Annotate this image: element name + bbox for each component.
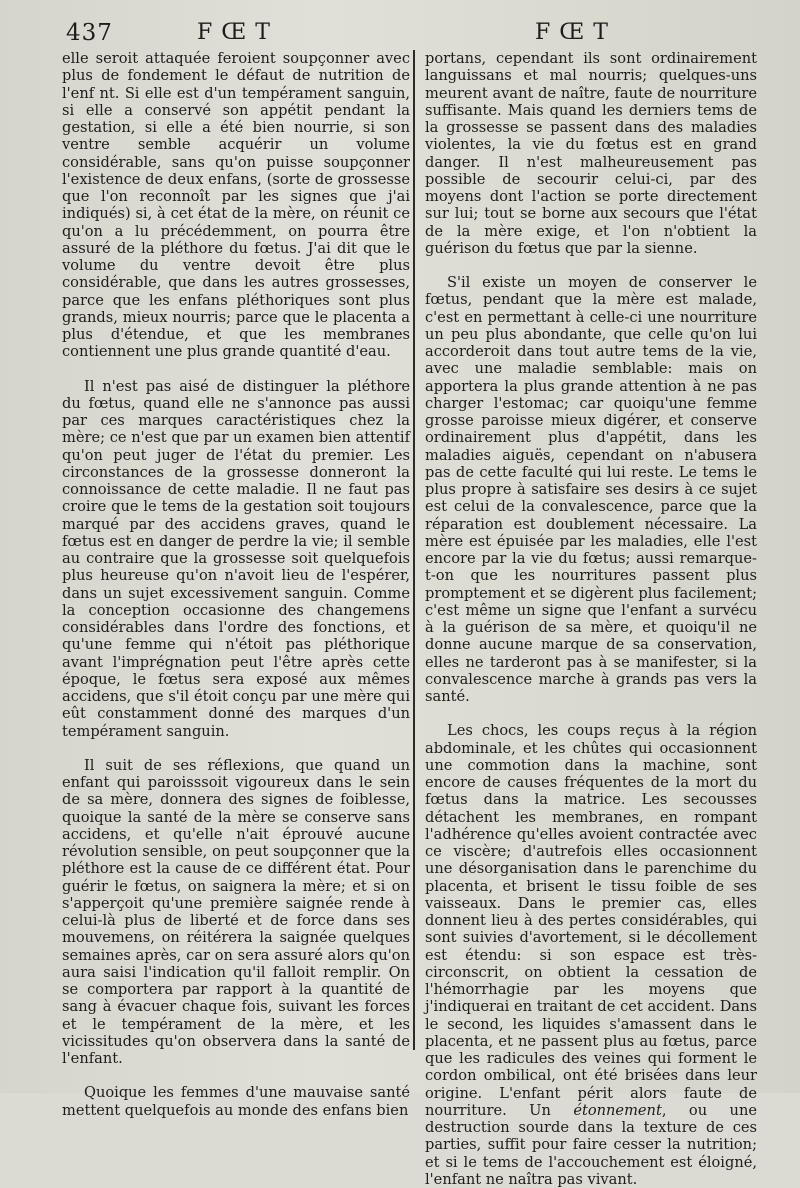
paragraph-text: , ou une destruction sourde dans la texture de ces parties, suffit pour faire cesser la nutrition; et si le tems de l'accouchement est éloigné, l'enfant ne naîtra pas vivant. xyxy=(425,1101,757,1188)
paragraph: Il suit de ses réflexions, que quand un enfant qui paroisssoit vigoureux dans le sein de sa mère, donnera des signes de foiblesse, quoique la santé de la mère se conserve sans accidens, et qu'elle n'ait éprouvé aucune révolution sensible, on peut soupçonner que la pléthore est la cause de ce différent état. Pour guérir le fœtus, on saignera la mère; et si on s'apperçoit qu'une première saignée rende à celui-là plus de liberté et de force dans ses mouvemens, on réitérera la saignée quelques semaines après, car on sera assuré alors qu'on aura saisi l'indication qu'il falloit remplir. On se comportera par rapport à la quantité de sang à évacuer chaque fois, suivant les forces et le tempérament de la mère, et les vicissitudes qu'on observera dans la santé de l'enfant. xyxy=(62,756,410,1067)
paragraph: Quoique les femmes d'une mauvaise santé mettent quelquefois au monde des enfans bien xyxy=(62,1084,410,1119)
paragraph: portans, cependant ils sont ordinairement languissans et mal nourris; quelques-uns meurent avant de naître, faute de nourriture suffisante. Mais quand les derniers tems de la grossesse se passent dans des maladies violentes, la vie du fœtus est en grand danger. Il n'est malheureusement pas possible de secourir celui-ci, par des moyens dont l'action se porte directement sur lui; tout se borne aux secours que l'état de la mère exige, et l'on n'obtient la guérison du fœtus que par la sienne. xyxy=(425,50,757,257)
paragraph: S'il existe un moyen de conserver le fœtus, pendant que la mère est malade, c'est en permettant à celle-ci une nourriture un peu plus abondante, que celle qu'on lui accorderoit dans tout autre tems de la vie, avec une maladie semblable: mais on apportera la plus grande attention à ne pas charger l'estomac; car quoiqu'une femme grosse paroisse mieux digérer, et conserve ordinairement plus d'appétit, dans les maladies aiguës, cependant on n'abusera pas de cette faculté qui lui reste. Le tems le plus propre à satisfaire ses desirs à ce sujet est celui de la convalescence, parce que la réparation est doublement nécessaire. La mère est épuisée par les maladies, elle l'est encore par la vie du fœtus; aussi remarque-t-on que les nourritures passent plus promptement et se digèrent plus facilement; c'est même un signe que l'enfant a survécu à la guérison de sa mère, et quoiqu'il ne donne aucune marque de sa conservation, elles ne tarderont pas à se manifester, si la convalescence marche à grands pas vers la santé. xyxy=(425,274,757,705)
paragraph-text: Les chocs, les coups reçus à la région abdominale, et les chûtes qui occasionnent une commotion dans la machine, sont encore de causes fréquentes de la mort du fœtus dans la matrice. Les secousses détachent les membranes, en rompant l'adhérence qu'elles avoient contractée avec ce viscère; d'autrefois elles occasionnent une désorganisation dans le parenchime du placenta, et brisent le tissu foible de ses vaisseaux. Dans le premier cas, elles donnent lieu à des pertes considérables, qui sont suivies d'avortement, si le décollement est étendu: si son espace est très-circonscrit, on obtient la cessation de l'hémorrhagie par les moyens que j'indiquerai en traitant de cet accident. Dans le second, les liquides s'amassent dans le placenta, et ne passent plus au fœtus, parce que les radicules des veines qui forment le cordon ombilical, ont été brisées dans leur origine. L'enfant périt alors faute de nourriture. Un xyxy=(425,722,757,1119)
running-head-right: F Œ T xyxy=(535,20,609,45)
paragraph xyxy=(425,722,757,1188)
column-rule xyxy=(413,50,415,1050)
right-column xyxy=(425,50,757,1188)
running-head-left: F Œ T xyxy=(197,20,271,45)
paragraph: elle seroit attaquée feroient soupçonner avec plus de fondement le défaut de nutrition de l'enf nt. Si elle est d'un tempérament sanguin, si elle a conservé son appétit pendant la gestation, si elle a été bien nourrie, si son ventre semble acquérir un volume considérable, sans qu'on puisse soupçonner l'existence de deux enfans, (sorte de grossesse que l'on reconnoît par les signes que j'ai indiqués) si, à cet état de la mère, on réunit ce qu'on a lu précédemment, on pourra être assuré de la pléthore du fœtus. J'ai dit que le volume du ventre devoit être plus considérable, que dans les autres grossesses, parce que les enfans pléthoriques sont plus grands, mieux nourris; parce que le placenta a plus d'étendue, et que les membranes contiennent une plus grande quantité d'eau. xyxy=(62,50,410,361)
italic-term: étonnement xyxy=(573,1101,662,1119)
page-number: 437 xyxy=(66,20,113,46)
left-column xyxy=(62,50,410,1119)
paragraph: Il n'est pas aisé de distinguer la pléthore du fœtus, quand elle ne s'annonce pas aussi par ces marques caractéristiques chez la mère; ce n'est que par un examen bien attentif qu'on peut juger de l'état du premier. Les circonstances de la grossesse donneront la connoissance de cette maladie. Il ne faut pas croire que le tems de la gestation soit toujours marqué par des accidens graves, quand le fœtus est en danger de perdre la vie; il semble au contraire que la grossesse soit quelquefois plus heureuse qu'on n'avoit lieu de l'espérer, dans un sujet excessivement sanguin. Comme la conception occasionne des changemens considérables dans l'ordre des fonctions, et qu'une femme qui n'étoit pas pléthorique avant l'imprégnation peut l'être après cette époque, le fœtus sera exposé aux mêmes accidens, que s'il étoit conçu par une mère qui eût constamment donné des marques d'un tempérament sanguin. xyxy=(62,377,410,740)
